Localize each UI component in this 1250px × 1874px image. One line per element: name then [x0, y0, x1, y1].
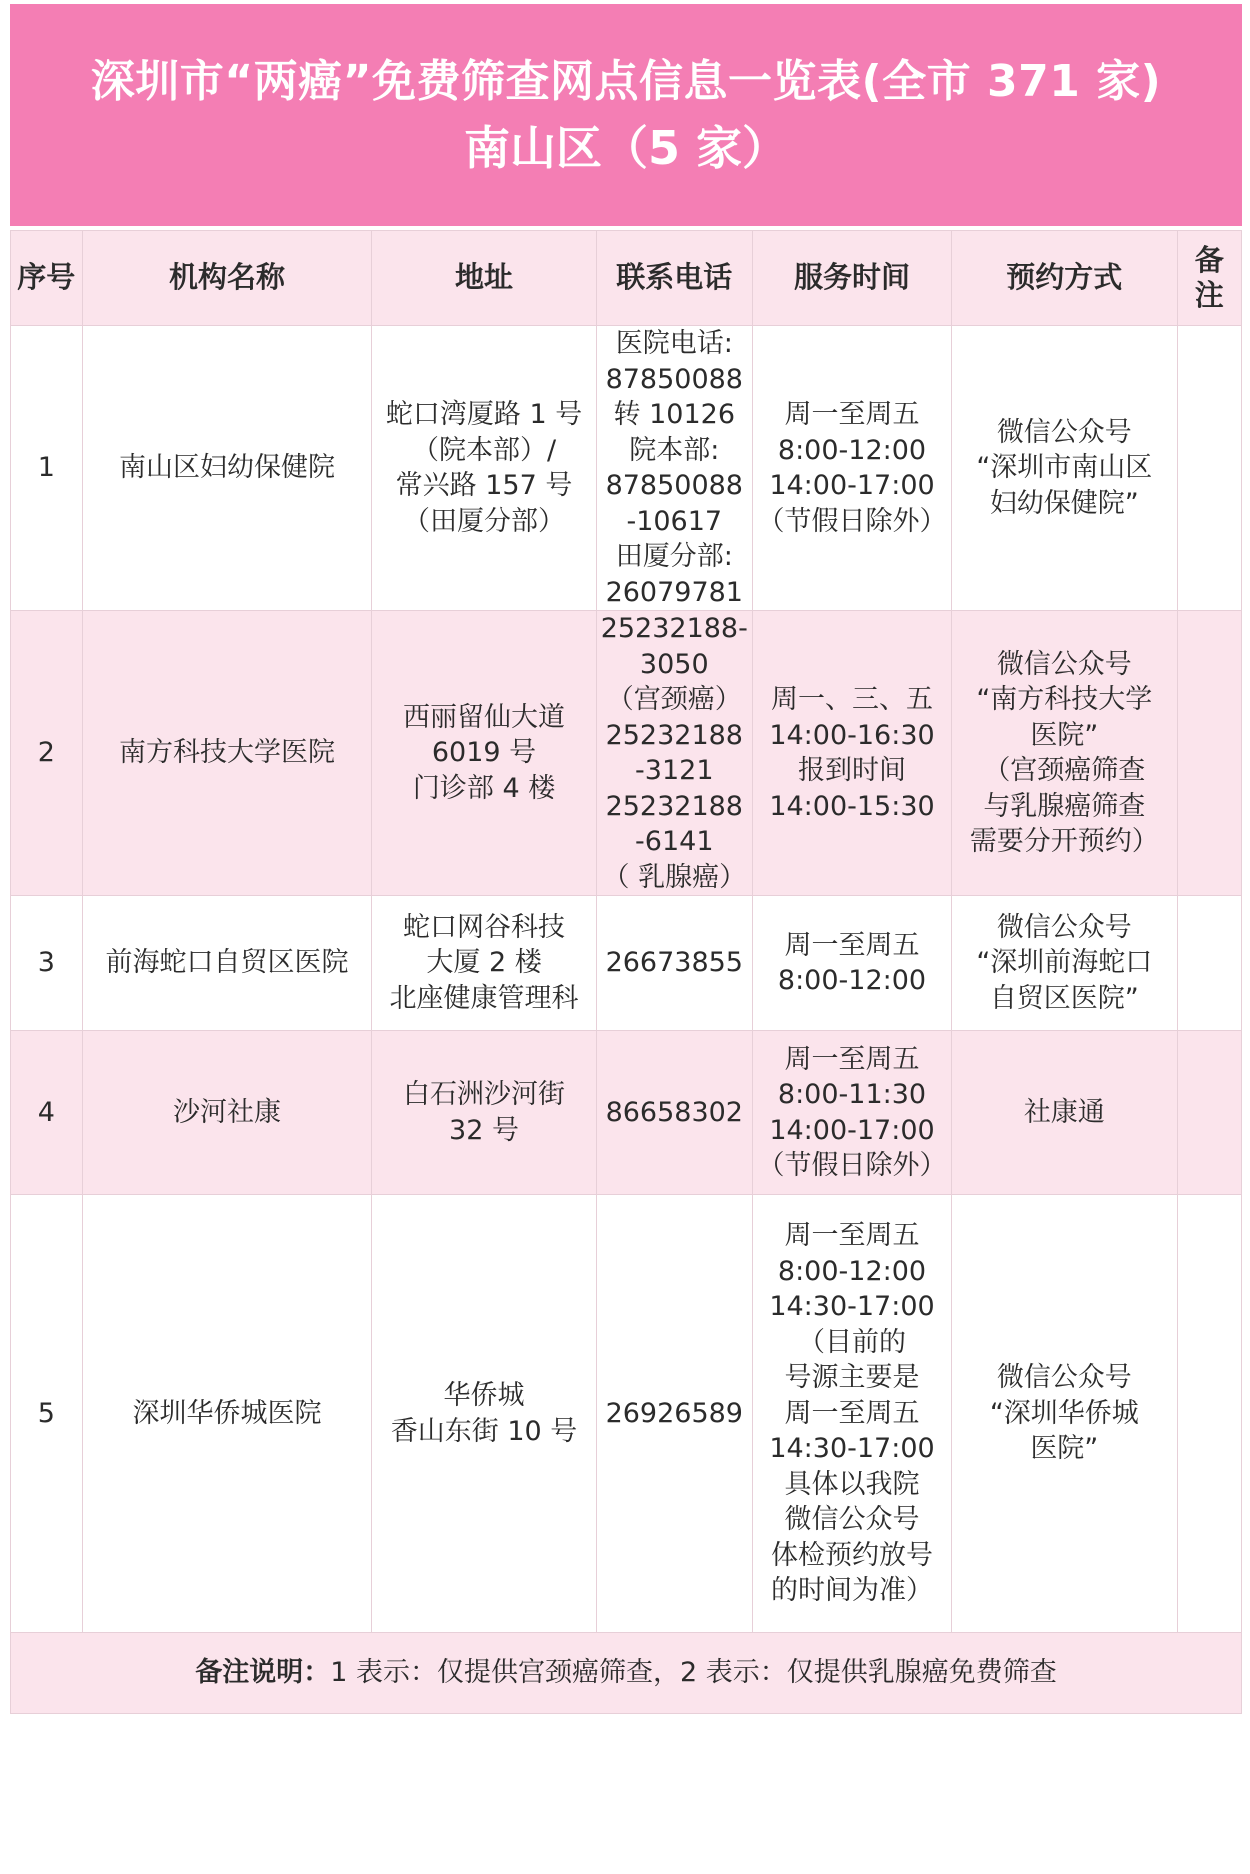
- cell-phone: 25232188- 3050 （宫颈癌） 25232188 -3121 25232188 -6141 （ 乳腺癌）: [596, 611, 752, 896]
- title-banner: [10, 4, 1242, 226]
- cell-hours: 周一、三、五 14:00-16:30 报到时间 14:00-15:30: [752, 611, 951, 896]
- cell-name: 沙河社康: [82, 1031, 372, 1195]
- page-title: 深圳市“两癌”免费筛查网点信息一览表(全市 371 家): [90, 56, 1162, 107]
- cell-note: [1177, 1195, 1241, 1633]
- cell-name: 深圳华侨城医院: [82, 1195, 372, 1633]
- footnote-label: 备注说明：: [195, 1657, 331, 1689]
- cell-phone: 26673855: [596, 896, 752, 1031]
- column-header-index: 序号: [11, 231, 83, 326]
- column-header-hours: 服务时间: [752, 231, 951, 326]
- cell-booking: 微信公众号 “深圳前海蛇口 自贸区医院”: [952, 896, 1177, 1031]
- cell-address: 白石洲沙河街 32 号: [372, 1031, 596, 1195]
- cell-hours: 周一至周五 8:00-12:00 14:30-17:00 （目前的 号源主要是 周一至周五 14:30-17:00 具体以我院 微信公众号 体检预约放号 的时间为准）: [752, 1195, 951, 1633]
- cell-index: 3: [11, 896, 83, 1031]
- cell-index: 1: [11, 326, 83, 611]
- cell-hours: 周一至周五 8:00-12:00 14:00-17:00 （节假日除外）: [752, 326, 951, 611]
- district-subtitle: 南山区（5 家）: [463, 121, 789, 175]
- cell-hours: 周一至周五 8:00-11:30 14:00-17:00 （节假日除外）: [752, 1031, 951, 1195]
- table-row: [11, 611, 1242, 896]
- cell-phone: 86658302: [596, 1031, 752, 1195]
- column-header-phone: 联系电话: [596, 231, 752, 326]
- screening-sites-table: [10, 230, 1242, 1714]
- column-header-note: 备注: [1177, 231, 1241, 326]
- table-row: [11, 1031, 1242, 1195]
- footnote-text: 1 表示：仅提供宫颈癌筛查，2 表示：仅提供乳腺癌免费筛查: [330, 1657, 1057, 1689]
- cell-booking: 微信公众号 “南方科技大学 医院” （宫颈癌筛查 与乳腺癌筛查 需要分开预约）: [952, 611, 1177, 896]
- cell-hours: 周一至周五 8:00-12:00: [752, 896, 951, 1031]
- cell-name: 南方科技大学医院: [82, 611, 372, 896]
- column-header-name: 机构名称: [82, 231, 372, 326]
- table-row: [11, 1195, 1242, 1633]
- cell-address: 西丽留仙大道 6019 号 门诊部 4 楼: [372, 611, 596, 896]
- cell-booking: 社康通: [952, 1031, 1177, 1195]
- cell-name: 前海蛇口自贸区医院: [82, 896, 372, 1031]
- footnote-row: [11, 1633, 1242, 1714]
- table-row: [11, 896, 1242, 1031]
- cell-note: [1177, 611, 1241, 896]
- cell-booking: 微信公众号 “深圳市南山区 妇幼保健院”: [952, 326, 1177, 611]
- cell-note: [1177, 326, 1241, 611]
- table-row: [11, 326, 1242, 611]
- cell-index: 5: [11, 1195, 83, 1633]
- column-header-address: 地址: [372, 231, 596, 326]
- cell-phone: 医院电话: 87850088 转 10126 院本部: 87850088 -10617 田厦分部: 26079781: [596, 326, 752, 611]
- cell-address: 蛇口湾厦路 1 号 （院本部）/ 常兴路 157 号 （田厦分部）: [372, 326, 596, 611]
- cell-index: 2: [11, 611, 83, 896]
- cell-phone: 26926589: [596, 1195, 752, 1633]
- column-header-booking: 预约方式: [952, 231, 1177, 326]
- cell-address: 华侨城 香山东街 10 号: [372, 1195, 596, 1633]
- cell-name: 南山区妇幼保健院: [82, 326, 372, 611]
- cell-note: [1177, 896, 1241, 1031]
- cell-address: 蛇口网谷科技 大厦 2 楼 北座健康管理科: [372, 896, 596, 1031]
- cell-booking: 微信公众号 “深圳华侨城 医院”: [952, 1195, 1177, 1633]
- table-header-row: [11, 231, 1242, 326]
- cell-index: 4: [11, 1031, 83, 1195]
- footnote: [11, 1633, 1242, 1714]
- cell-note: [1177, 1031, 1241, 1195]
